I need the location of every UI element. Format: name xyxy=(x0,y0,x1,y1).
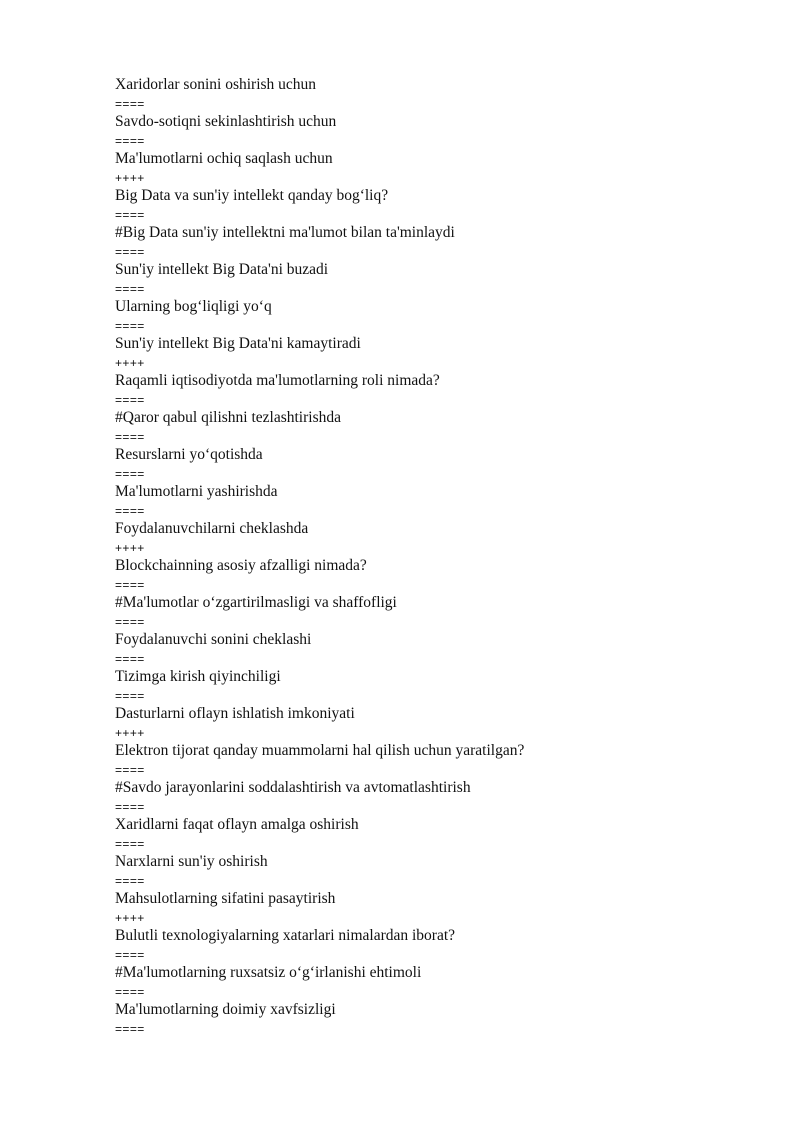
option-separator: ==== xyxy=(115,836,145,851)
option-separator: ==== xyxy=(115,281,145,296)
answer-option-text: Mahsulotlarning sifatini pasaytirish xyxy=(115,890,336,907)
document-content xyxy=(115,76,735,1038)
option-separator: ==== xyxy=(115,207,145,222)
option-separator: ==== xyxy=(115,984,145,999)
option-separator: ==== xyxy=(115,503,145,518)
answer-option-text: Sun'iy intellekt Big Data'ni buzadi xyxy=(115,261,329,278)
question-separator: ++++ xyxy=(115,170,145,185)
option-separator: ==== xyxy=(115,799,145,814)
option-separator: ==== xyxy=(115,688,145,703)
correct-answer-text: #Qaror qabul qilishni tezlashtirishda xyxy=(115,409,341,426)
question-text: Blockchainning asosiy afzalligi nimada? xyxy=(115,557,367,574)
option-separator: ==== xyxy=(115,133,145,148)
answer-option-text: Narxlarni sun'iy oshirish xyxy=(115,853,268,870)
option-separator: ==== xyxy=(115,466,145,481)
answer-option-text: Ma'lumotlarning doimiy xavfsizligi xyxy=(115,1001,336,1018)
question-separator: ++++ xyxy=(115,540,145,555)
answer-option-text: Dasturlarni oflayn ishlatish imkoniyati xyxy=(115,705,355,722)
answer-option-text: Ma'lumotlarni yashirishda xyxy=(115,483,278,500)
correct-answer-text: #Savdo jarayonlarini soddalashtirish va avtomatlashtirish xyxy=(115,779,471,796)
answer-option-text: Xaridorlar sonini oshirish uchun xyxy=(115,76,317,93)
answer-option-text: Ularning bog‘liqligi yo‘q xyxy=(115,298,272,315)
option-separator: ==== xyxy=(115,762,145,777)
correct-answer-text: #Ma'lumotlarning ruxsatsiz o‘g‘irlanishi ehtimoli xyxy=(115,964,422,981)
answer-option-text: Savdo-sotiqni sekinlashtirish uchun xyxy=(115,113,337,130)
question-separator: ++++ xyxy=(115,355,145,370)
answer-option-text: Foydalanuvchilarni cheklashda xyxy=(115,520,309,537)
answer-option-text: Ma'lumotlarni ochiq saqlash uchun xyxy=(115,150,333,167)
question-text: Raqamli iqtisodiyotda ma'lumotlarning roli nimada? xyxy=(115,372,440,389)
question-separator: ++++ xyxy=(115,910,145,925)
option-separator: ==== xyxy=(115,651,145,666)
option-separator: ==== xyxy=(115,614,145,629)
question-text: Big Data va sun'iy intellekt qanday bog‘liq? xyxy=(115,187,389,204)
answer-option-text: Foydalanuvchi sonini cheklashi xyxy=(115,631,312,648)
answer-option-text: Resurslarni yo‘qotishda xyxy=(115,446,263,463)
option-separator: ==== xyxy=(115,96,145,111)
option-separator: ==== xyxy=(115,429,145,444)
option-separator: ==== xyxy=(115,947,145,962)
correct-answer-text: #Big Data sun'iy intellektni ma'lumot bilan ta'minlaydi xyxy=(115,224,455,241)
option-separator: ==== xyxy=(115,873,145,888)
option-separator: ==== xyxy=(115,244,145,259)
option-separator: ==== xyxy=(115,1021,145,1036)
correct-answer-text: #Ma'lumotlar o‘zgartirilmasligi va shaffofligi xyxy=(115,594,397,611)
option-separator: ==== xyxy=(115,392,145,407)
option-separator: ==== xyxy=(115,577,145,592)
question-text: Elektron tijorat qanday muammolarni hal qilish uchun yaratilgan? xyxy=(115,742,525,759)
answer-option-text: Xaridlarni faqat oflayn amalga oshirish xyxy=(115,816,359,833)
answer-option-text: Sun'iy intellekt Big Data'ni kamaytiradi xyxy=(115,335,361,352)
option-separator: ==== xyxy=(115,318,145,333)
question-separator: ++++ xyxy=(115,725,145,740)
answer-option-text: Tizimga kirish qiyinchiligi xyxy=(115,668,281,685)
question-text: Bulutli texnologiyalarning xatarlari nimalardan iborat? xyxy=(115,927,456,944)
